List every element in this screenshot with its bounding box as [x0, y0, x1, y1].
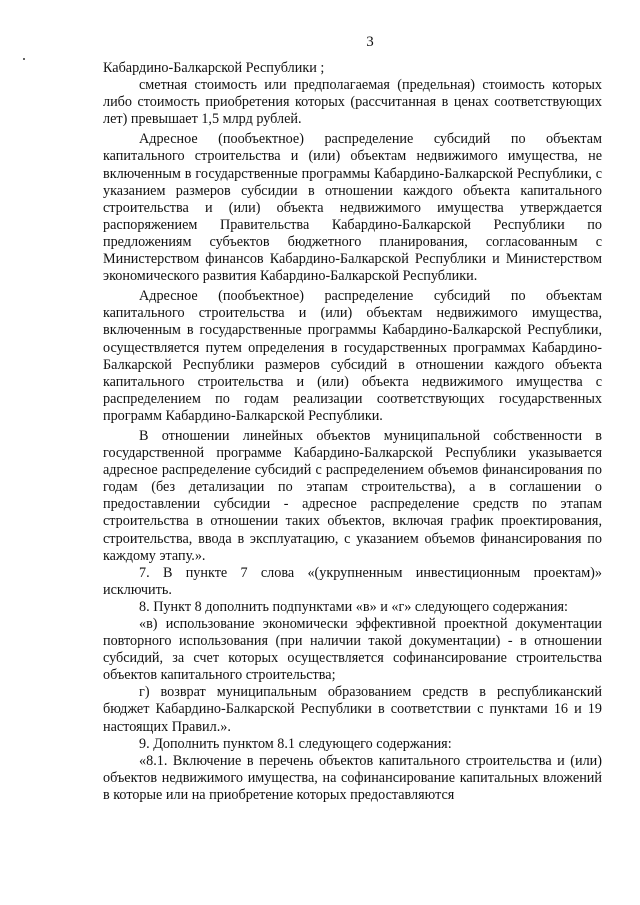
paragraph-subitem-v: «в) использование экономически эффективной проектной документации повторного использования (при наличии такой документации) - в отношении субсидий, за счет которых осуществляется софинансирование строительства объектов капитального строительства;	[103, 616, 602, 684]
paragraph-continuation: Кабардино-Балкарской Республики ;	[103, 60, 325, 76]
paragraph-linear-objects: В отношении линейных объектов муниципальной собственности в государственной программе Кабардино-Балкарской Республики указывается адресное распределение субсидий с распределением объемов финансирования по годам (без детализации по этапам строительства), а в соглашении о предоставлении субсидии - адресное распределение средств по этапам строительства в отношении таких объектов, включая график проектирования, строительства, ввода в эксплуатацию, с указанием объемов финансирования по каждому этапу.».	[103, 427, 602, 564]
paragraph-item-8: 8. Пункт 8 дополнить подпунктами «в» и «г» следующего содержания:	[139, 598, 568, 615]
paragraph-item-8-1: «8.1. Включение в перечень объектов капитального строительства и (или) объектов недвижимого имущества, на софинансирование капитальных вложений в которые или на приобретение которых предоставляются	[103, 752, 602, 803]
page-number: 3	[366, 34, 374, 50]
paragraph-estimated-cost: сметная стоимость или предполагаемая (предельная) стоимость которых либо стоимость приобретения которых (рассчитанная в ценах соответствующих лет) превышает 1,5 млрд рублей.	[103, 77, 602, 128]
document-body	[103, 60, 602, 804]
paragraph-distribution-included: Адресное (пообъектное) распределение субсидий по объектам капитального строительства и (или) объектам недвижимого имущества, включенным в государственные программы Кабардино-Балкарской Республики, осуществляется путем определения в государственных программах Кабардино-Балкарской Республики размеров субсидий в отношении каждого объекта капитального строительства и (или) объекта недвижимого имущества с распределением по годам реализации соответствующих государственных программ Кабардино-Балкарской Республики.	[103, 288, 602, 424]
paragraph-distribution-not-included: Адресное (пообъектное) распределение субсидий по объектам капитального строительства и (или) объектам недвижимого имущества, не включенным в государственные программы Кабардино-Балкарской Республики, с указанием размеров субсидии в отношении каждого объекта капитального строительства и (или) объекта недвижимого имущества утверждается распоряжением Правительства Кабардино-Балкарской Республики по предложениям субъектов бюджетного планирования, согласованным с Министерством финансов Кабардино-Балкарской Республики и Министерством экономического развития Кабардино-Балкарской Республики.	[103, 131, 602, 285]
paragraph-item-7: 7. В пункте 7 слова «(укрупненным инвестиционным проектам)» исключить.	[103, 564, 602, 598]
paragraph-item-9: 9. Дополнить пунктом 8.1 следующего содержания:	[139, 735, 452, 752]
paragraph-subitem-g: г) возврат муниципальным образованием средств в республиканский бюджет Кабардино-Балкарской Республики в соответствии с пунктами 16 и 19 настоящих Правил.».	[103, 684, 602, 735]
scan-speck	[23, 58, 25, 60]
